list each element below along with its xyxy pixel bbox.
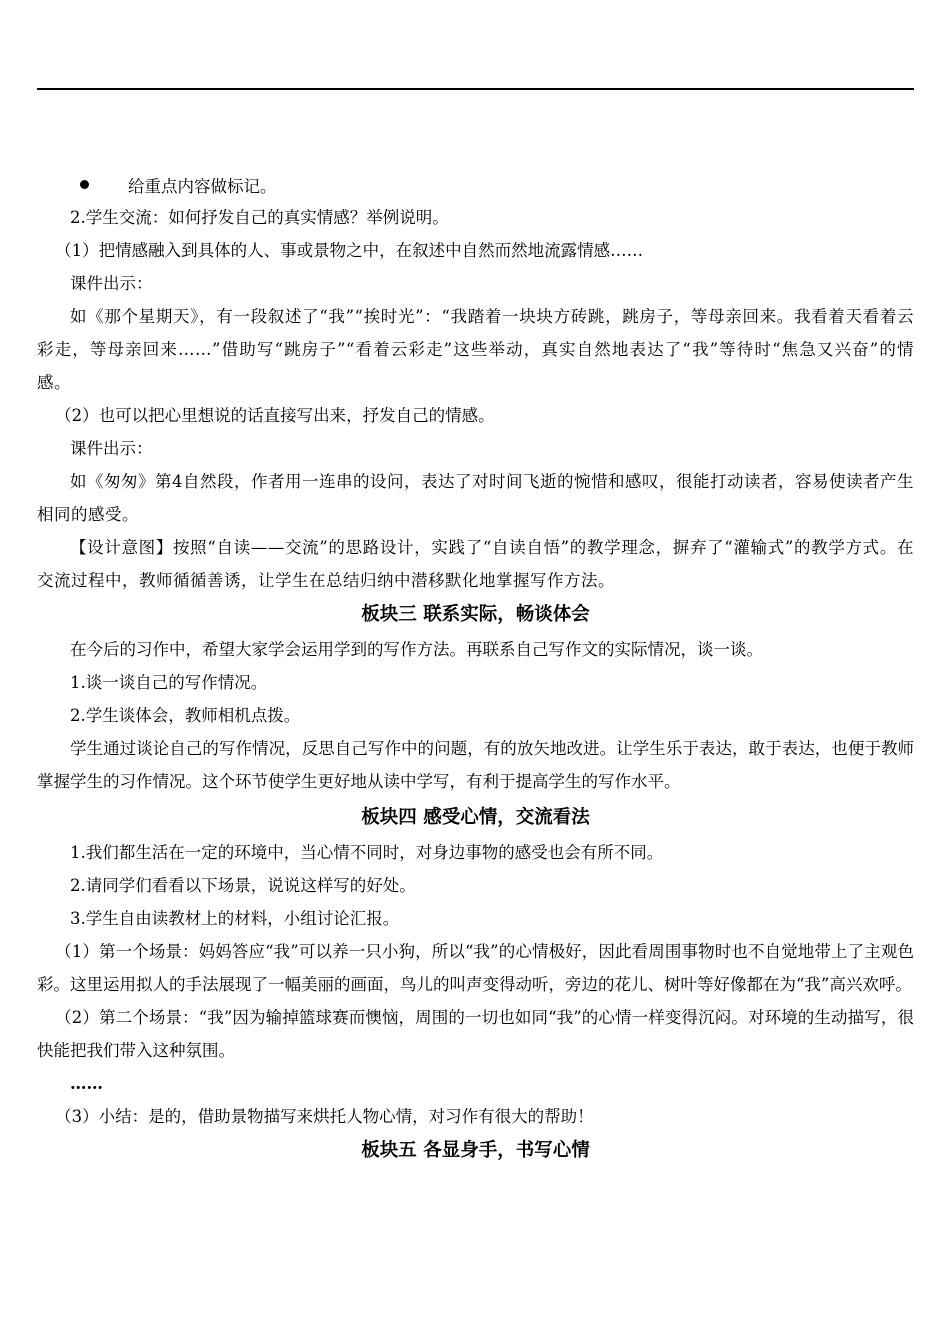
section3-item-1: 1.谈一谈自己的写作情况。 bbox=[70, 673, 268, 692]
exchange-prompt: 2.学生交流：如何抒发自己的真实情感？举例说明。 bbox=[70, 208, 449, 227]
example-1: 如《那个星期天》，有一段叙述了“我”“挨时光”：“我踏着一块块方砖跳，跳房子，等母亲回来。我看着天看着云彩走，等母亲回来……”借助写“跳房子”“看着云彩走”这些举动，真实自然地表达了“我”等待时“焦急又兴奋”的情感。 bbox=[37, 307, 914, 392]
section4-item-1: 1.我们都生活在一定的环境中，当心情不同时，对身边事物的感受也会有所不同。 bbox=[70, 843, 664, 862]
section-heading-4: 板块四 感受心情，交流看法 bbox=[361, 807, 590, 828]
section4-item-2: 2.请同学们看看以下场景，说说这样写的好处。 bbox=[70, 876, 416, 895]
section4-summary: （3）小结：是的，借助景物描写来烘托人物心情，对习作有很大的帮助！ bbox=[55, 1107, 594, 1126]
courseware-label-2: 课件出示： bbox=[70, 439, 153, 458]
section3-summary: 学生通过谈论自己的写作情况，反思自己写作中的问题，有的放矢地改进。让学生乐于表达，敢于表达，也便于教师掌握学生的习作情况。这个环节使学生更好地从读中学写，有利于提高学生的写作水平。 bbox=[37, 739, 914, 791]
bullet-text: 给重点内容做标记。 bbox=[128, 176, 277, 196]
header-rule bbox=[37, 88, 914, 90]
section-heading-3: 板块三 联系实际，畅谈体会 bbox=[361, 604, 590, 625]
section4-ellipsis: …… bbox=[70, 1074, 103, 1093]
section-heading-5: 板块五 各显身手，书写心情 bbox=[361, 1140, 590, 1161]
example-2: 如《匆匆》第4自然段，作者用一连串的设问，表达了对时间飞逝的惋惜和感叹，很能打动读者，容易使读者产生相同的感受。 bbox=[37, 472, 914, 524]
document-body bbox=[37, 168, 914, 1169]
bullet-icon bbox=[80, 180, 89, 189]
bullet-item bbox=[37, 168, 914, 201]
section4-scene-2: （2）第二个场景：“我”因为输掉篮球赛而懊恼，周围的一切也如同“我”的心情一样变得沉闷。对环境的生动描写，很快能把我们带入这种氛围。 bbox=[37, 1008, 914, 1060]
section3-item-2: 2.学生谈体会，教师相机点拨。 bbox=[70, 706, 301, 725]
method-1: （1）把情感融入到具体的人、事或景物之中，在叙述中自然而然地流露情感…… bbox=[55, 241, 644, 260]
courseware-label-1: 课件出示： bbox=[70, 274, 153, 293]
section3-intro: 在今后的习作中，希望大家学会运用学到的写作方法。再联系自己写作文的实际情况，谈一谈。 bbox=[70, 640, 763, 659]
section4-item-3: 3.学生自由读教材上的材料，小组讨论汇报。 bbox=[70, 909, 400, 928]
design-intent: 【设计意图】按照“自读——交流”的思路设计，实践了“自读自悟”的教学理念，摒弃了“灌输式”的教学方式。在交流过程中，教师循循善诱，让学生在总结归纳中潜移默化地掌握写作方法。 bbox=[37, 538, 914, 590]
section4-scene-1: （1）第一个场景：妈妈答应“我”可以养一只小狗，所以“我”的心情极好，因此看周围事物时也不自觉地带上了主观色彩。这里运用拟人的手法展现了一幅美丽的画面，鸟儿的叫声变得动听，旁边的花儿、树叶等好像都在为“我”高兴欢呼。 bbox=[37, 942, 914, 994]
method-2: （2）也可以把心里想说的话直接写出来，抒发自己的情感。 bbox=[55, 406, 495, 425]
